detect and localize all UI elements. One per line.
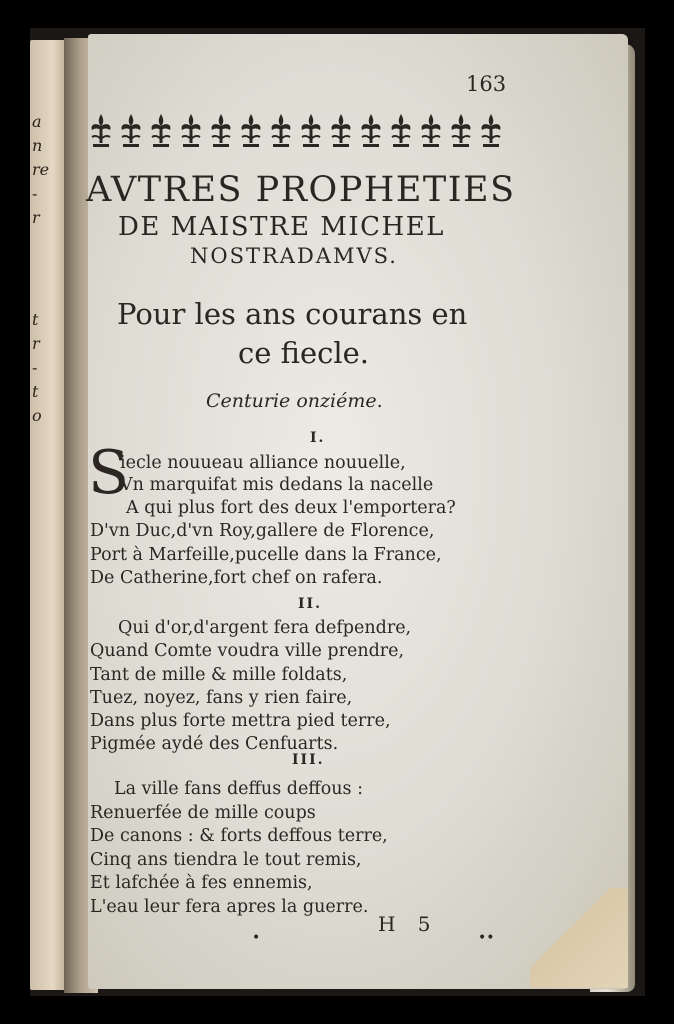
title-line-3: NOSTRADAMVS.: [190, 244, 398, 268]
subtitle-line-2: ce fiecle.: [238, 336, 370, 370]
page-number: 163: [466, 72, 507, 96]
title-line-1: AVTRES PROPHETIES: [86, 170, 516, 210]
verse-line: iecle nouueau alliance nouuelle,: [120, 453, 406, 473]
fleur-ornament-icon: [326, 111, 356, 151]
fleur-ornament-icon: [116, 111, 146, 151]
verse-line: Cinq ans tiendra le tout remis,: [90, 850, 362, 870]
left-page-fragment: t: [32, 310, 39, 329]
verse-line: Quand Comte voudra ville prendre,: [90, 641, 405, 661]
quatrain-numeral: III.: [292, 752, 325, 768]
verse-line: A qui plus fort des deux l'emportera?: [126, 498, 456, 518]
fleur-ornament-icon: [176, 111, 206, 151]
verse-line: La ville fans deffus deffous :: [114, 779, 363, 799]
fleur-ornament-icon: [356, 111, 386, 151]
quatrain-numeral: II.: [298, 596, 322, 612]
verse-line: L'eau leur fera apres la guerre.: [90, 897, 369, 917]
left-page-fragment: re: [32, 160, 50, 179]
left-page-fragment: r: [32, 334, 40, 353]
verse-line: Port à Marfeille,pucelle dans la France,: [90, 545, 442, 565]
left-page-fragment: t: [32, 382, 39, 401]
ink-speck-icon: •: [252, 930, 261, 946]
fleur-ornament-icon: [266, 111, 296, 151]
verse-line: D'vn Duc,d'vn Roy,gallere de Florence,: [90, 521, 435, 541]
verse-line: Et lafchée à fes ennemis,: [90, 873, 313, 893]
verse-line: Pigmée aydé des Cenfuarts.: [90, 734, 339, 754]
verse-line: Tant de mille & mille foldats,: [90, 665, 348, 685]
fleuron-ornament-band: [86, 110, 506, 152]
left-page-fragment: n: [32, 136, 43, 155]
fleur-ornament-icon: [86, 111, 116, 151]
left-page-fragment: a: [32, 112, 42, 131]
left-page-fragment: o: [32, 406, 42, 425]
fleur-ornament-icon: [386, 111, 416, 151]
verse-line: Dans plus forte mettra pied terre,: [90, 711, 391, 731]
quatrain-numeral: I.: [310, 430, 326, 446]
fleur-ornament-icon: [146, 111, 176, 151]
verse-line: Renuerfée de mille coups: [90, 803, 316, 823]
left-page-fragment: -: [32, 358, 38, 377]
fleur-ornament-icon: [296, 111, 326, 151]
fleur-ornament-icon: [446, 111, 476, 151]
fleur-ornament-icon: [236, 111, 266, 151]
left-page-fragment: r: [32, 208, 40, 227]
verse-line: Vn marquifat mis dedans la nacelle: [120, 475, 434, 495]
verse-line: Tuez, noyez, fans y rien faire,: [90, 688, 353, 708]
subtitle-line-1: Pour les ans courans en: [117, 297, 468, 331]
verse-line: De Catherine,fort chef on rafera.: [90, 568, 383, 588]
fleur-ornament-icon: [416, 111, 446, 151]
fleur-ornament-icon: [206, 111, 236, 151]
ink-speck-icon: ••: [478, 930, 495, 946]
drop-cap: S: [88, 438, 130, 508]
signature-mark: H 5: [378, 912, 439, 936]
section-heading: Centurie onziéme.: [206, 390, 383, 412]
page-corner-stain: [530, 888, 628, 988]
fleur-ornament-icon: [476, 111, 506, 151]
left-page-fragment: -: [32, 184, 38, 203]
verse-line: Qui d'or,d'argent fera defpendre,: [118, 618, 412, 638]
title-line-2: DE MAISTRE MICHEL: [118, 212, 445, 242]
left-page-edge: [30, 40, 68, 990]
verse-line: De canons : & forts deffous terre,: [90, 826, 388, 846]
